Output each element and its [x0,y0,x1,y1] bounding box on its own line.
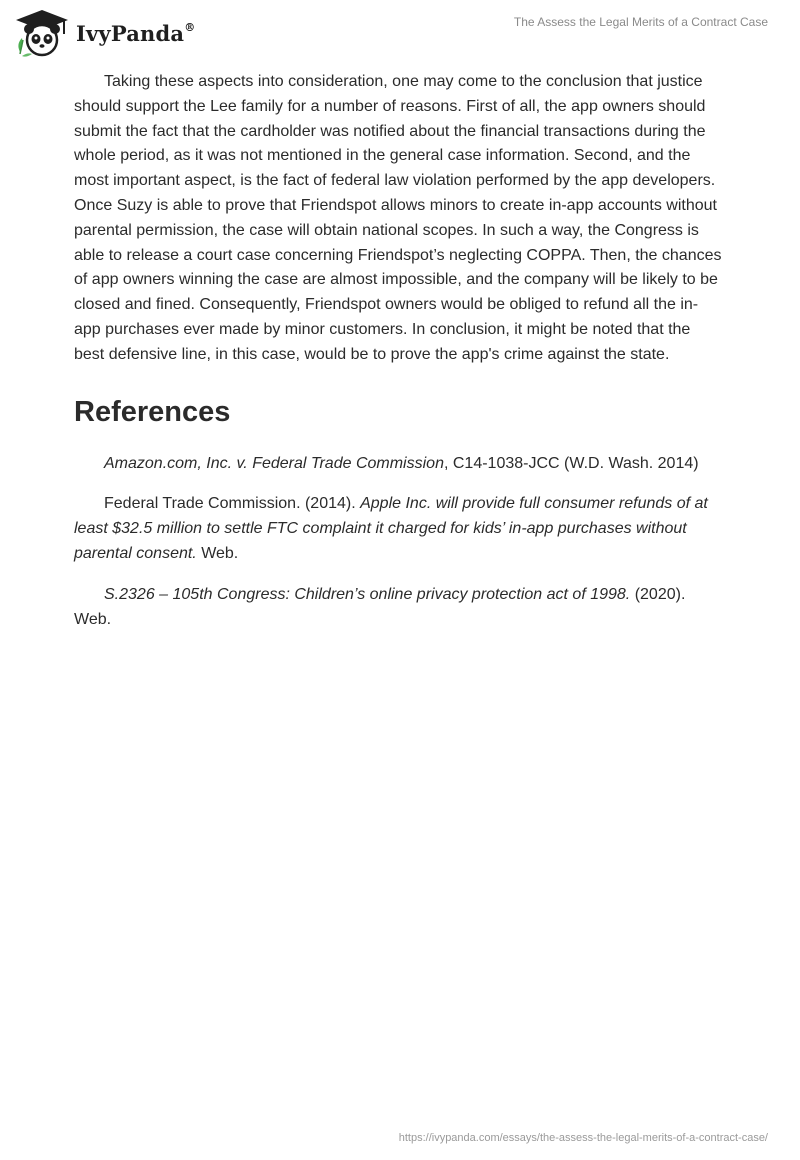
panda-graduate-icon [14,8,70,58]
footer-url-link[interactable]: https://ivypanda.com/essays/the-assess-the-legal-merits-of-a-contract-case/ [398,1132,768,1144]
brand-name: IvyPanda® [76,20,196,46]
reference-item: Federal Trade Commission. (2014). Apple Inc. will provide full consumer refunds of at least $32.5 million to settle FTC complaint it charged for kids’ in-app purchases without parental consent. Web. [74,495,708,562]
brand-logo[interactable] [14,8,195,58]
page-header [0,0,800,70]
references-heading: References [74,395,231,428]
document-title: The Assess the Legal Merits of a Contract Case [513,15,768,29]
body-paragraph: Taking these aspects into consideration, one may come to the conclusion that justice should support the Lee family for a number of reasons. First of all, the app owners should submit the fact that the cardholder was notified about the financial transactions during the whole period, as it was not mentioned in the general case information. Second, and the most important aspect, is the fact of federal law violation performed by the app developers. Once Suzy is able to prove that Friendspot allows minors to create in-app accounts without parental permission, the case will obtain national scopes. In such a way, the Congress is able to release a court case concerning Friendspot’s neglecting COPPA. Then, the chances of app owners winning the case are almost impossible, and the company will be likely to be closed and fined. Consequently, Friendspot owners would be obliged to refund all the in-app purchases ever made by minor customers. In conclusion, it might be noted that the best defensive line, in this case, would be to prove the app's crime against the state. [74,73,722,363]
main-content [74,70,724,648]
reference-item: Amazon.com, Inc. v. Federal Trade Commission, C14-1038-JCC (W.D. Wash. 2014) [104,454,699,472]
reference-item: S.2326 – 105th Congress: Children’s online privacy protection act of 1998. (2020). Web. [74,585,686,628]
